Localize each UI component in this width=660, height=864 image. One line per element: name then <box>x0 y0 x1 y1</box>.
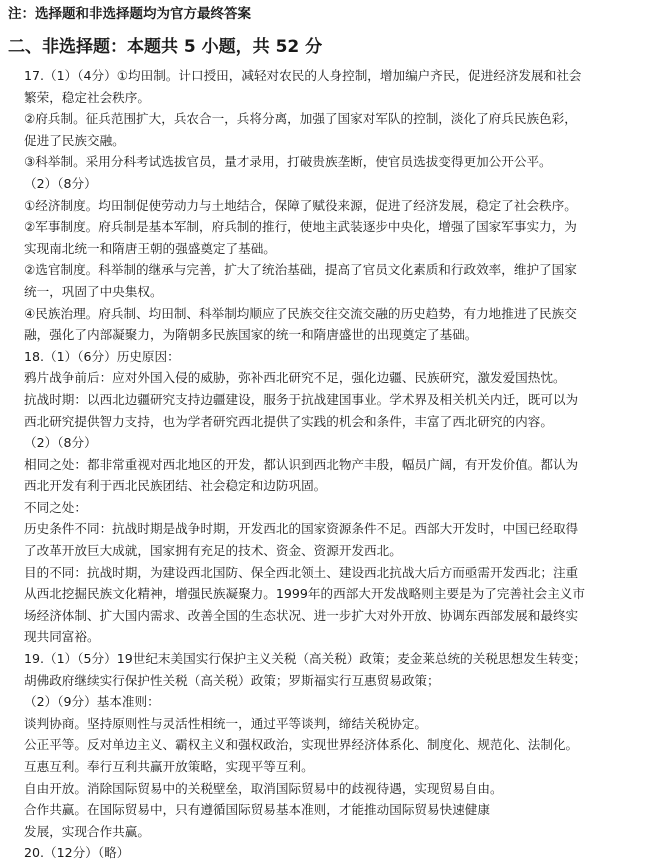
text-line: 鸦片战争前后：应对外国入侵的威胁，弥补西北研究不足，强化边疆、民族研究，激发爱国热忱。 <box>24 370 566 386</box>
text-line: 19.（1）（5分）19世纪末美国实行保护主义关税（高关税）政策；麦金莱总统的关税思想发生转变； <box>24 651 587 667</box>
text-line: 18.（1）（6分）历史原因： <box>24 348 180 364</box>
text-line: 促进了民族交融。 <box>24 132 125 148</box>
text-line: 融，强化了内部凝聚力，为隋朝多民族国家的统一和隋唐盛世的出现奠定了基础。 <box>24 327 478 343</box>
text-line: ②军事制度。府兵制是基本军制，府兵制的推行，使地主武装逐步中央化，增强了国家军事实力，为 <box>24 219 577 235</box>
text-line: 西北研究提供智力支持，也为学者研究西北提供了实践的机会和条件，丰富了西北研究的内容。 <box>24 413 553 429</box>
text-line: 合作共赢。在国际贸易中，只有遵循国际贸易基本准则，才能推动国际贸易快速健康 <box>24 802 490 818</box>
text-line: 历史条件不同：抗战时期是战争时期，开发西北的国家资源条件不足。西部大开发时，中国已经取得 <box>24 521 579 537</box>
text-line: （2）（9分）基本准则： <box>24 694 160 710</box>
text-line: 了改革开放巨大成就，国家拥有充足的技术、资金、资源开发西北。 <box>24 543 402 559</box>
text-line: 场经济体制、扩大国内需求、改善全国的生态状况、进一步扩大对外开放、协调东西部发展和最终实 <box>24 607 579 623</box>
answer-body <box>24 65 654 864</box>
answer-note: 注：选择题和非选择题均为官方最终答案 <box>8 6 251 22</box>
text-line: 从西北挖掘民族文化精神，增强民族凝聚力。1999年的西部大开发战略则主要是为了完善社会主义市 <box>24 586 585 602</box>
text-line: 自由开放。消除国际贸易中的关税壁垒，取消国际贸易中的歧视待遇，实现贸易自由。 <box>24 780 503 796</box>
text-line: 胡佛政府继续实行保护性关税（高关税）政策；罗斯福实行互惠贸易政策； <box>24 672 440 688</box>
text-line: ④民族治理。府兵制、均田制、科举制均顺应了民族交往交流交融的历史趋势，有力地推进了民族交 <box>24 305 577 321</box>
text-line: ②府兵制。征兵范围扩大，兵农合一，兵将分离，加强了国家对军队的控制，淡化了府兵民族色彩， <box>24 111 577 127</box>
text-line: 目的不同：抗战时期，为建设西北国防、保全西北领土、建设西北抗战大后方而亟需开发西北；注重 <box>24 564 579 580</box>
text-line: 相同之处：都非常重视对西北地区的开发，都认识到西北物产丰殷，幅员广阔，有开发价值。都认为 <box>24 456 579 472</box>
text-line: 实现南北统一和隋唐王朝的强盛奠定了基础。 <box>24 240 276 256</box>
text-line: ③科举制。采用分科考试选拔官员，量才录用，打破贵族垄断，使官员选拔变得更加公开公平。 <box>24 154 552 170</box>
text-line: ①经济制度。均田制促使劳动力与土地结合，保障了赋役来源，促进了经济发展，稳定了社会秩序。 <box>24 197 577 213</box>
text-line: 公正平等。反对单边主义、霸权主义和强权政治，实现世界经济体系化、制度化、规范化、法制化。 <box>24 737 579 753</box>
text-line: ②选官制度。科举制的继承与完善，扩大了统治基础，提高了官员文化素质和行政效率，维护了国家 <box>24 262 577 278</box>
text-line: （2）（8分） <box>24 175 97 191</box>
text-line: 20.（12分）（略） <box>24 845 130 861</box>
text-line: 互惠互利。奉行互利共赢开放策略，实现平等互利。 <box>24 759 314 774</box>
text-line: 不同之处： <box>24 499 87 515</box>
text-line: 现共同富裕。 <box>24 629 100 645</box>
text-line: 西北开发有利于西北民族团结、社会稳定和边防巩固。 <box>24 478 327 494</box>
text-line: 统一，巩固了中央集权。 <box>24 283 163 299</box>
text-line: 繁荣，稳定社会秩序。 <box>24 89 150 105</box>
text-line: 谈判协商。坚持原则性与灵活性相统一，通过平等谈判，缔结关税协定。 <box>24 715 427 731</box>
text-line: （2）（8分） <box>24 435 97 451</box>
section-title: 二、非选择题：本题共 5 小题，共 52 分 <box>8 37 323 57</box>
text-line: 17.（1）（4分）①均田制。计口授田，减轻对农民的人身控制，增加编户齐民，促进经济发展和社会 <box>24 68 582 83</box>
text-line: 抗战时期：以西北边疆研究支持边疆建设，服务于抗战建国事业。学术界及相关机关内迁，既可以为 <box>24 391 579 407</box>
text-line: 发展，实现合作共赢。 <box>24 823 150 839</box>
